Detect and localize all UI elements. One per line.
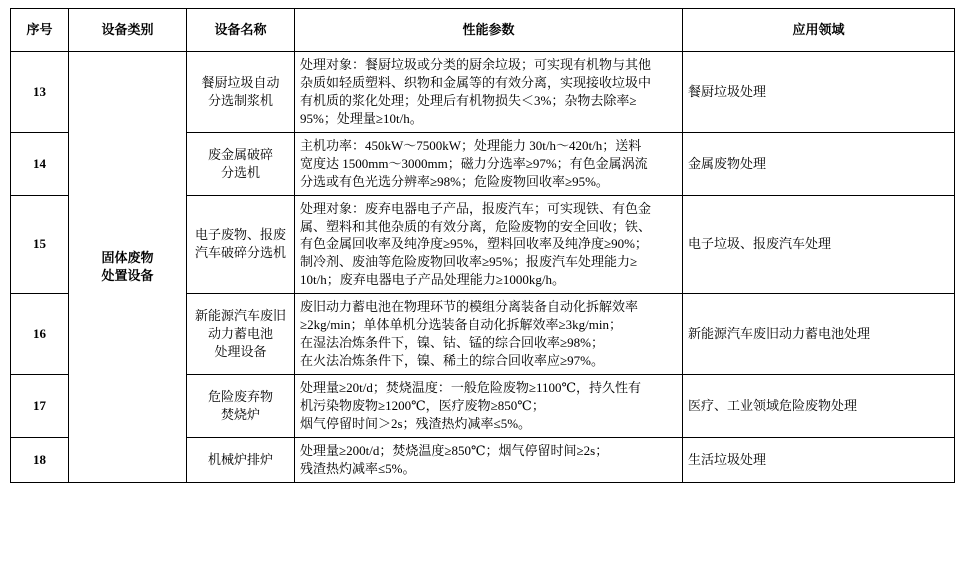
cell-spec (295, 52, 683, 133)
cell-seq: 18 (11, 437, 69, 482)
spec-line: 机污染物废物≥1200℃，医疗废物≥850℃； (300, 397, 545, 413)
column-header-category: 设备类别 (69, 9, 187, 52)
cell-seq: 13 (11, 52, 69, 133)
spec-line: ≥2kg/min；单体单机分选装备自动化拆解效率≥3kg/min； (300, 317, 622, 333)
cell-spec (295, 132, 683, 195)
equipment-name-line: 处理设备 (214, 344, 267, 360)
column-header-name: 设备名称 (187, 9, 295, 52)
cell-spec (295, 195, 683, 294)
equipment-spec-table (10, 8, 955, 483)
cell-equipment-name (187, 52, 295, 133)
spec-line: 处理对象：废弃电器电子产品，报废汽车；可实现铁、有色金 (300, 200, 652, 216)
equipment-name-line: 新能源汽车废旧 (194, 308, 286, 324)
spec-line: 分选或有色光选分辨率≥98%；危险废物回收率≥95%。 (300, 173, 609, 189)
cell-application-field: 医疗、工业领域危险废物处理 (683, 375, 955, 438)
equipment-name-line: 机械炉排炉 (207, 451, 273, 467)
equipment-name-line: 汽车破碎分选机 (194, 245, 286, 261)
equipment-name-line: 动力蓄电池 (207, 326, 273, 342)
cell-equipment-name (187, 375, 295, 438)
spec-line: 属、塑料和其他杂质的有效分离，危险废物的安全回收；铁、 (300, 218, 652, 234)
cell-application-field: 电子垃圾、报废汽车处理 (683, 195, 955, 294)
cell-equipment-name (187, 294, 295, 375)
spec-line: 在湿法冶炼条件下，镍、钴、锰的综合回收率≥98%； (300, 335, 604, 351)
cell-application-field: 金属废物处理 (683, 132, 955, 195)
category-label-line2: 处置设备 (101, 267, 154, 283)
column-header-field: 应用领域 (683, 9, 955, 52)
spec-line: 杂质如轻质塑料、织物和金属等的有效分离，实现接收垃圾中 (300, 74, 652, 90)
table-body (11, 52, 955, 483)
cell-category (69, 52, 187, 483)
spec-line: 10t/h；废弃电器电子产品处理能力≥1000kg/h。 (300, 272, 565, 288)
cell-application-field: 生活垃圾处理 (683, 437, 955, 482)
spec-line: 宽度达 1500mm～3000mm；磁力分选率≥97%；有色金属涡流 (300, 155, 648, 171)
table-header (11, 9, 955, 52)
column-header-spec: 性能参数 (295, 9, 683, 52)
equipment-name-line: 分选机 (220, 164, 260, 180)
spec-line: 制冷剂、废油等危险废物回收率≥95%；报废汽车处理能力≥ (300, 254, 638, 270)
cell-spec (295, 294, 683, 375)
equipment-name-line: 焚烧炉 (220, 406, 260, 422)
spec-line: 处理量≥20t/d；焚烧温度：一般危险废物≥1100℃，持久性有 (300, 380, 642, 395)
spec-line: 有机质的浆化处理；处理后有机物损失＜3%；杂物去除率≥ (300, 92, 637, 108)
spec-line: 在火法冶炼条件下，镍、稀土的综合回收率应≥97%。 (300, 353, 604, 369)
cell-application-field: 餐厨垃圾处理 (683, 52, 955, 133)
cell-spec (295, 375, 683, 438)
cell-seq: 16 (11, 294, 69, 375)
cell-seq: 17 (11, 375, 69, 438)
cell-seq: 15 (11, 195, 69, 294)
category-label-line1: 固体废物 (101, 249, 154, 265)
spec-line: 残渣热灼减率≤5%。 (300, 460, 416, 476)
equipment-name-line: 电子废物、报废 (194, 227, 286, 243)
equipment-name-line: 废金属破碎 (207, 146, 273, 162)
spec-line: 处理量≥200t/d；焚烧温度≥850℃；烟气停留时间≥2s； (300, 442, 609, 458)
spec-line: 95%；处理量≥10t/h。 (300, 110, 423, 126)
cell-equipment-name (187, 437, 295, 482)
table-header-row (11, 9, 955, 52)
cell-spec (295, 437, 683, 482)
equipment-name-line: 危险废弃物 (207, 388, 273, 404)
spec-line: 主机功率：450kW～7500kW；处理能力 30t/h～420t/h；送料 (300, 137, 642, 153)
cell-equipment-name (187, 195, 295, 294)
spec-line: 废旧动力蓄电池在物理环节的模组分离装备自动化拆解效率 (300, 299, 639, 315)
spec-line: 处理对象：餐厨垃圾或分类的厨余垃圾；可实现有机物与其他 (300, 57, 652, 72)
spec-line: 有色金属回收率及纯净度≥95%，塑料回收率及纯净度≥90%； (300, 236, 648, 252)
cell-seq: 14 (11, 132, 69, 195)
equipment-name-line: 餐厨垃圾自动 (201, 74, 280, 90)
cell-application-field: 新能源汽车废旧动力蓄电池处理 (683, 294, 955, 375)
column-header-seq: 序号 (11, 9, 69, 52)
equipment-name-line: 分选制浆机 (207, 92, 273, 108)
spec-line: 烟气停留时间＞2s；残渣热灼减率≤5%。 (300, 415, 532, 431)
table-row (11, 52, 955, 133)
cell-equipment-name (187, 132, 295, 195)
